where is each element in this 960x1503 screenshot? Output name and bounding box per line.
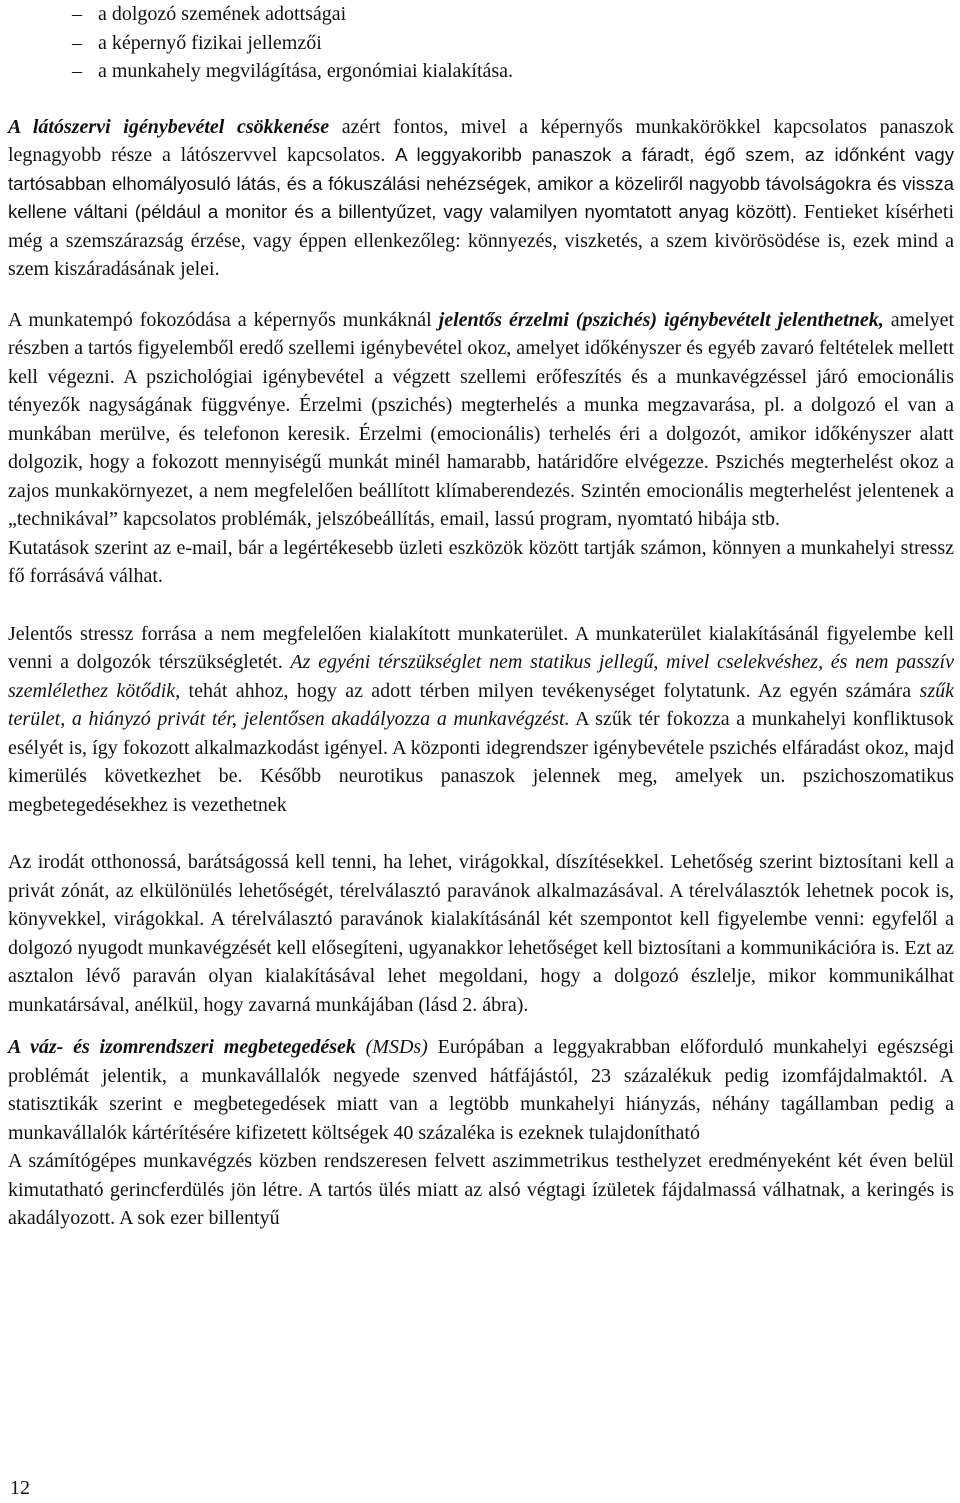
paragraph-msd — [8, 1033, 954, 1147]
paragraph-text: Fentieket kísérheti még a szemszárazság érzése, vagy éppen ellenkezőleg: könnyezés, viszketés, a szem kivörösödése is, ezek mind a szem kiszáradásának jelei. — [8, 201, 954, 280]
emphasis-narrow-space: szűk terület, a hiányzó privát tér, jelentősen akadályozza a munkavégzést. — [8, 679, 954, 730]
paragraph-workspace — [8, 620, 954, 820]
emphasis-space-need: Az egyéni térszükséglet nem statikus jellegű, mivel cselekvéshez, és nem passzív szemlélethez kötődik — [8, 651, 954, 702]
page-number: 12 — [10, 1477, 30, 1499]
paragraph-text: Jelentős stressz forrása a nem megfelelően kialakított munkaterület. A munkaterület kialakításánál figyelembe kell venni a dolgozók térszükségletét. — [8, 622, 954, 673]
emphasis-msd: A váz- és izomrendszeri megbetegedések — [8, 1036, 356, 1058]
emphasis-emotional-load: jelentős érzelmi (pszichés) igénybevételt jelenthetnek, — [438, 308, 884, 331]
list-item: – a képernyő fizikai jellemzői — [98, 29, 954, 58]
list-item: – a dolgozó szemének adottságai — [98, 0, 954, 29]
paragraph-visual-strain — [8, 113, 954, 284]
emphasis-visual-strain: A látószervi igénybevétel csökkenése — [8, 115, 330, 138]
document-page — [8, 0, 954, 1233]
paragraph-text: azért fontos, mivel a képernyős munkakörökkel kapcsolatos panaszok legnagyobb része a látószervvel kapcsolatos. — [8, 115, 954, 166]
symptoms-text: A leggyakoribb panaszok a fáradt, égő szem, az időnként vagy tartósabban elhomályosuló látás, és a fókuszálási nehézségek, amikor a közeliről nagyobb távolságokra és vissza kellene váltani (például a monitor és a billentyűzet, vagy valamilyen nyomtatott anyag között). — [8, 144, 954, 222]
paragraph-text: , tehát ahhoz, hogy az adott térben milyen tevékenységet folytatunk. Az egyén számára — [175, 679, 920, 702]
paragraph-psychological-load — [8, 306, 954, 534]
paragraph-text: A munkatempó fokozódása a képernyős munkáknál — [8, 308, 439, 331]
list-item: – a munkahely megvilágítása, ergonómiai kialakítása. — [98, 57, 954, 86]
paragraph-email-stress: Kutatások szerint az e-mail, bár a legértékesebb üzleti eszközök között tartják számon, könnyen a munkahelyi stressz fő forrásává válhat. — [8, 536, 954, 587]
paragraph-posture: A számítógépes munkavégzés közben rendszeresen felvett aszimmetrikus testhelyzet eredményeként két éven belül kimutatható gerincferdülés jön létre. A tartós ülés miatt az alsó végtagi ízületek fájdalmassá válhatnak, a keringés is akadályozott. A sok ezer billentyű — [8, 1150, 954, 1229]
paragraph-office-comfort: Az irodát otthonossá, barátságossá kell tenni, ha lehet, virágokkal, díszítésekkel. Lehetőség szerint biztosítani kell a privát zónát, az elkülönülés lehetőségét, térelválasztó paravánok alkalmazásával. A térelválasztók lehetnek pocok is, könyvekkel, virágokkal. A térelválasztó paravánok kialakításánál két szempontot kell figyelembe venni: egyfelől a dolgozó nyugodt munkavégzését kell elősegíteni, ugyanakkor lehetőséget kell biztosítani a kommunikációra is. Ezt az asztalon lévő paraván olyan kialakításával lehet megoldani, hogy a dolgozó észlelje, mikor kommunikálhat munkatársával, anélkül, hogy zavarná munkájában (lásd 2. ábra). — [8, 851, 954, 1016]
bullet-list — [8, 0, 954, 86]
paragraph-text: Európában a leggyakrabban előforduló munkahelyi egészségi problémát jelentik, a munkavállalók negyede szenved hátfájástól, 23 százalékuk pedig izomfájdalmaktól. A statisztikák szerint e megbetegedések miatt van a legtöbb munkahelyi hiányzás, néhány tagállamban pedig a munkavállalók kártérítésére kifizetett költségek 40 százaléka is ezeknek tulajdonítható — [8, 1036, 954, 1144]
paragraph-text: A szűk tér fokozza a munkahelyi konfliktusok esélyét is, így fokozott alkalmazkodást igényel. A központi idegrendszer igénybevétele pszichés elfáradást okoz, majd kimerülés következhet be. Később neurotikus panaszok jelennek meg, amelyek un. pszichoszomatikus megbetegedésekhez is vezethetnek — [8, 708, 955, 816]
paragraph-text: amelyet részben a tartós figyelemből eredő szellemi igénybevétel okoz, amelyet időkényszer és egyéb zavaró feltételek mellett kell végezni. A pszichológiai igénybevétel a végzett szellemi erőfeszítés és a munkavégzéssel járó emocionális tényezők nagyságának függvénye. Érzelmi (pszichés) megterhelés a munka megzavarása, pl. a dolgozó el van a munkában merülve, és telefonon keresik. Érzelmi (emocionális) terhelés éri a dolgozót, amikor időkényszer alatt dolgozik, hogy a fokozott mennyiségű munkát minél hamarabb, határidőre elvégezze. Pszichés megterhelést okoz a zajos munkakörnyezet, a nem megfelelően beállított klímaberendezés. Szintén emocionális megterhelést jelentenek a „technikával” kapcsolatos problémák, jelszóbeállítás, email, lassú program, nyomtató hibája stb. — [8, 308, 954, 530]
msd-abbreviation: (MSDs) — [355, 1036, 428, 1058]
